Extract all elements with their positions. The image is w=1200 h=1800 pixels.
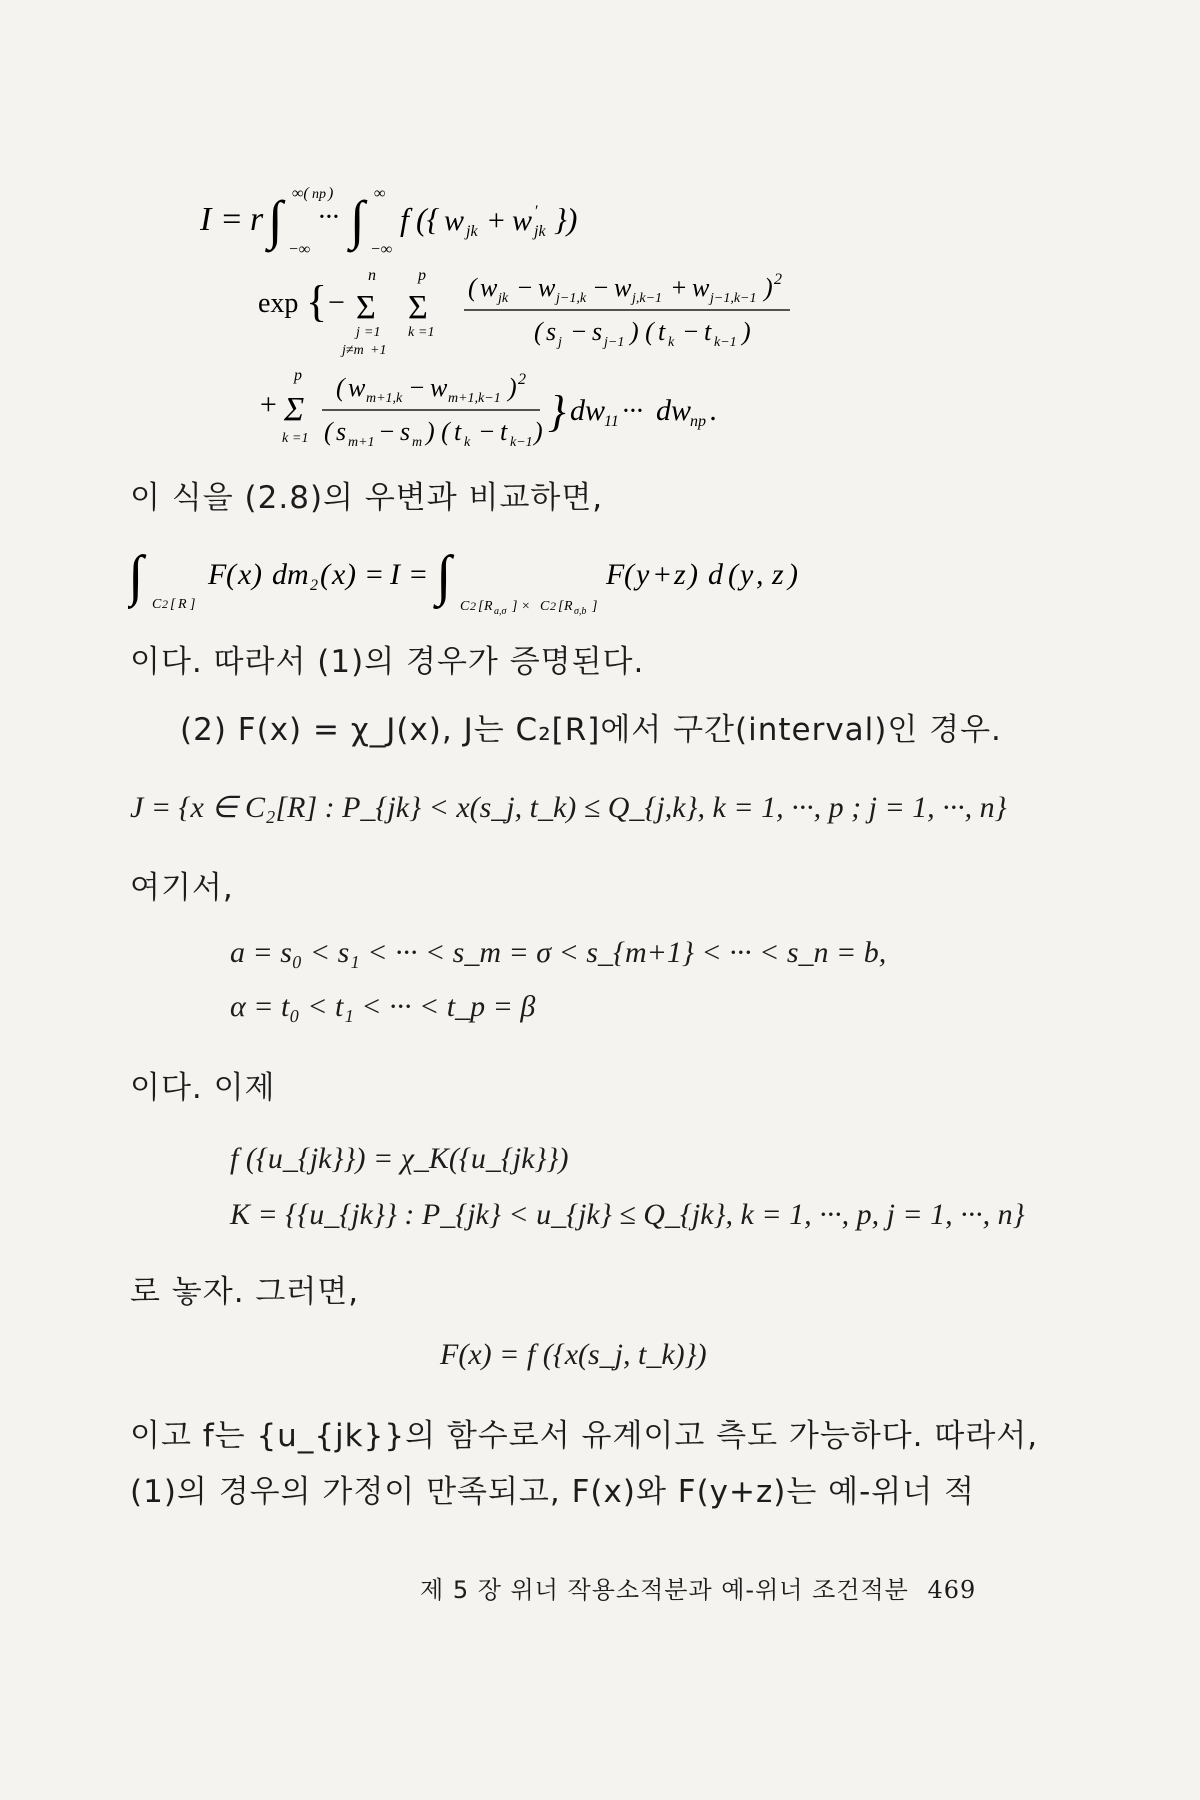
svg-text:] ×: ] × (512, 599, 531, 614)
svg-text:z: z (772, 558, 784, 591)
svg-text:jk: jk (534, 223, 546, 240)
svg-text:−: − (592, 273, 610, 302)
svg-text:(: ( (728, 558, 738, 591)
equation-partition-s: a = s₀ < s₁ < ··· < s_m = σ < s_{m+1} < ··· < s_n = b, (230, 936, 887, 969)
svg-text:s: s (546, 317, 557, 346)
svg-text:.: . (710, 394, 718, 427)
svg-text:=1: =1 (364, 325, 381, 340)
svg-text:···: ··· (318, 202, 339, 233)
equation-integral-equality-svg (128, 538, 948, 618)
paragraph-bounded: 이고 f는 {u_{jk}}의 함수로서 유계이고 측도 가능하다. 따라서, (130, 1418, 1039, 1454)
svg-text:z: z (674, 558, 686, 591)
svg-text:∫: ∫ (436, 545, 452, 607)
svg-text:−: − (570, 317, 588, 346)
svg-text:′: ′ (534, 203, 538, 220)
svg-text:C: C (540, 599, 550, 614)
svg-text:j−1,k−1: j−1,k−1 (710, 291, 757, 306)
svg-text:=1: =1 (292, 431, 309, 446)
svg-text:d: d (708, 558, 723, 591)
svg-text:k−1: k−1 (714, 335, 737, 350)
paragraph-assumption: (1)의 경우의 가정이 만족되고, F(x)와 F(y+z)는 예-위너 적 (130, 1474, 975, 1510)
svg-text:R: R (178, 597, 187, 612)
svg-text:2: 2 (470, 599, 476, 613)
chapter-title: 제 5 장 위너 작용소적분과 예-위너 조건적분 (420, 1576, 909, 1604)
equation-set-J: J = {x ∈ C₂[R] : P_{jk} < x(s_j, t_k) ≤ Q_{j,k}, k = 1, ···, p ; j = 1, ···, n} (130, 791, 1007, 824)
svg-text:dm: dm (272, 558, 309, 591)
svg-text:[: [ (558, 599, 564, 614)
svg-text:w: w (348, 373, 366, 402)
svg-text:R: R (564, 599, 573, 614)
svg-text:dw: dw (656, 394, 692, 427)
svg-text:({: ({ (416, 201, 440, 237)
svg-text:): ) (534, 417, 543, 446)
svg-text:(: ( (320, 558, 330, 591)
svg-text:,: , (756, 558, 764, 591)
equation-set-K: K = {{u_{jk}} : P_{jk} < u_{jk} ≤ Q_{jk}, k = 1, ···, p, j = 1, ···, n} (230, 1198, 1025, 1231)
svg-text:[: [ (170, 597, 176, 612)
svg-text:−: − (378, 417, 396, 446)
svg-text:f: f (400, 201, 409, 237)
equation-I-line1-svg (200, 180, 620, 260)
paragraph-where: 여기서, (130, 870, 234, 906)
svg-text:w: w (512, 204, 533, 237)
equation-f-def: f ({u_{jk}}) = χ_K({u_{jk}}) (230, 1142, 569, 1175)
equation-I-line3-svg (258, 368, 818, 458)
svg-text:x: x (332, 558, 346, 591)
equation-I-line2-svg (258, 268, 898, 368)
svg-text:) (: ) ( (630, 317, 654, 346)
svg-text:t: t (454, 417, 462, 446)
svg-text:w: w (430, 373, 448, 402)
svg-text:j≠m: j≠m (342, 343, 364, 358)
svg-text:k−1: k−1 (510, 435, 533, 450)
svg-text:t: t (658, 317, 666, 346)
svg-text:[: [ (478, 599, 484, 614)
svg-text:=: = (408, 558, 429, 591)
svg-text:I: I (390, 558, 400, 591)
svg-text:∫: ∫ (128, 545, 144, 607)
svg-text:m+1,k: m+1,k (366, 391, 403, 406)
svg-text:y: y (636, 558, 650, 591)
svg-text:2: 2 (774, 271, 782, 288)
svg-text:∞: ∞ (374, 185, 386, 202)
paragraph-now: 이다. 이제 (130, 1070, 276, 1106)
svg-text:−: − (328, 286, 345, 319)
paragraph-proof-done: 이다. 따라서 (1)의 경우가 증명된다. (130, 644, 645, 680)
svg-text:): ) (788, 558, 798, 591)
svg-text:m: m (412, 435, 423, 450)
svg-text:s: s (592, 317, 603, 346)
svg-text:): ) (742, 317, 751, 346)
svg-text:r: r (250, 201, 264, 238)
svg-text:j−1: j−1 (604, 335, 625, 350)
svg-text:k: k (668, 335, 675, 350)
svg-text:s: s (336, 417, 347, 446)
svg-text:): ) (252, 558, 262, 591)
svg-text:k: k (464, 435, 471, 450)
equation-I-line2 (258, 268, 898, 373)
svg-text:exp: exp (258, 288, 299, 319)
svg-text:w: w (480, 273, 498, 302)
svg-text:+: + (652, 558, 673, 591)
svg-text:}: } (548, 387, 566, 436)
svg-text:(: ( (468, 273, 477, 302)
svg-text:(: ( (336, 373, 345, 402)
svg-text:R: R (484, 599, 493, 614)
svg-text:s: s (400, 417, 411, 446)
svg-text:C: C (460, 599, 470, 614)
svg-text:m+1: m+1 (348, 435, 375, 450)
svg-text:···: ··· (622, 396, 643, 427)
svg-text:j: j (558, 335, 562, 350)
svg-text:]: ] (592, 599, 598, 614)
svg-text:Σ: Σ (284, 391, 305, 428)
svg-text:−: − (682, 317, 700, 346)
svg-text:(: ( (324, 417, 333, 446)
svg-text:{: { (306, 277, 328, 326)
svg-text:): ) (508, 373, 517, 402)
equation-I-line3 (258, 368, 818, 463)
paragraph-compare: 이 식을 (2.8)의 우변과 비교하면, (130, 480, 604, 516)
svg-text:+: + (258, 388, 279, 421)
svg-text:j−1,k: j−1,k (556, 291, 587, 306)
svg-text:]: ] (190, 597, 196, 612)
svg-text:Σ: Σ (356, 289, 376, 326)
svg-text:2: 2 (550, 599, 556, 613)
svg-text:j,k−1: j,k−1 (632, 291, 663, 306)
svg-text:(: ( (624, 558, 634, 591)
running-footer (420, 1570, 976, 1605)
svg-text:−∞: −∞ (370, 241, 393, 258)
svg-text:w: w (614, 273, 632, 302)
svg-text:np: np (312, 187, 326, 202)
svg-text:): ) (346, 558, 356, 591)
svg-text:2: 2 (518, 371, 526, 388)
svg-text:): ) (328, 185, 334, 202)
svg-text:−: − (516, 273, 534, 302)
svg-text:w: w (692, 273, 710, 302)
svg-text:): ) (764, 273, 773, 302)
svg-text:a,σ: a,σ (494, 606, 507, 617)
svg-text:F: F (606, 558, 625, 591)
svg-text:=: = (220, 201, 243, 238)
svg-text:(: ( (226, 558, 236, 591)
svg-text:∞(: ∞( (292, 185, 309, 202)
svg-text:) (: ) ( (426, 417, 450, 446)
svg-text:np: np (690, 413, 706, 430)
svg-text:y: y (740, 558, 754, 591)
svg-text:p: p (418, 268, 426, 284)
svg-text:w: w (538, 273, 556, 302)
svg-text:w: w (444, 204, 465, 237)
equation-partition-t: α = t₀ < t₁ < ··· < t_p = β (230, 990, 536, 1023)
svg-text:+1: +1 (370, 343, 387, 358)
svg-text:C: C (152, 597, 162, 612)
svg-text:j: j (356, 325, 360, 340)
svg-text:t: t (704, 317, 712, 346)
svg-text:x: x (238, 558, 252, 591)
svg-text:p: p (294, 368, 302, 384)
svg-text:Σ: Σ (408, 289, 428, 326)
svg-text:k: k (282, 431, 289, 446)
svg-text:∫: ∫ (350, 190, 365, 250)
svg-text:2: 2 (310, 577, 318, 594)
page-number: 469 (927, 1576, 977, 1604)
svg-text:}): }) (554, 201, 578, 237)
svg-text:jk: jk (498, 291, 509, 306)
equation-F-of-x: F(x) = f ({x(s_j, t_k)}) (440, 1338, 707, 1371)
equation-I-line1 (200, 180, 620, 265)
svg-text:−: − (408, 373, 426, 402)
svg-text:+: + (486, 204, 507, 237)
svg-text:n: n (368, 268, 376, 284)
svg-text:−∞: −∞ (288, 241, 311, 258)
svg-text:k: k (408, 325, 415, 340)
svg-text:=1: =1 (418, 325, 435, 340)
paragraph-set: 로 놓자. 그러면, (130, 1274, 360, 1310)
svg-text:11: 11 (604, 413, 619, 430)
equation-integral-equality (128, 538, 948, 623)
svg-text:m+1,k−1: m+1,k−1 (448, 391, 501, 406)
svg-text:t: t (500, 417, 508, 446)
svg-text:): ) (688, 558, 698, 591)
svg-text:dw: dw (570, 394, 606, 427)
svg-text:=: = (364, 558, 385, 591)
svg-text:jk: jk (466, 223, 478, 240)
svg-text:σ,b: σ,b (574, 606, 587, 617)
case-2-heading: (2) F(x) = χ_J(x), J는 C₂[R]에서 구간(interval)인 경우. (180, 712, 1002, 748)
svg-text:I: I (200, 201, 212, 238)
svg-text:(: ( (534, 317, 543, 346)
svg-text:+: + (670, 273, 688, 302)
svg-text:−: − (478, 417, 496, 446)
svg-text:2: 2 (162, 597, 168, 611)
svg-text:∫: ∫ (268, 190, 283, 250)
svg-text:F: F (208, 558, 227, 591)
